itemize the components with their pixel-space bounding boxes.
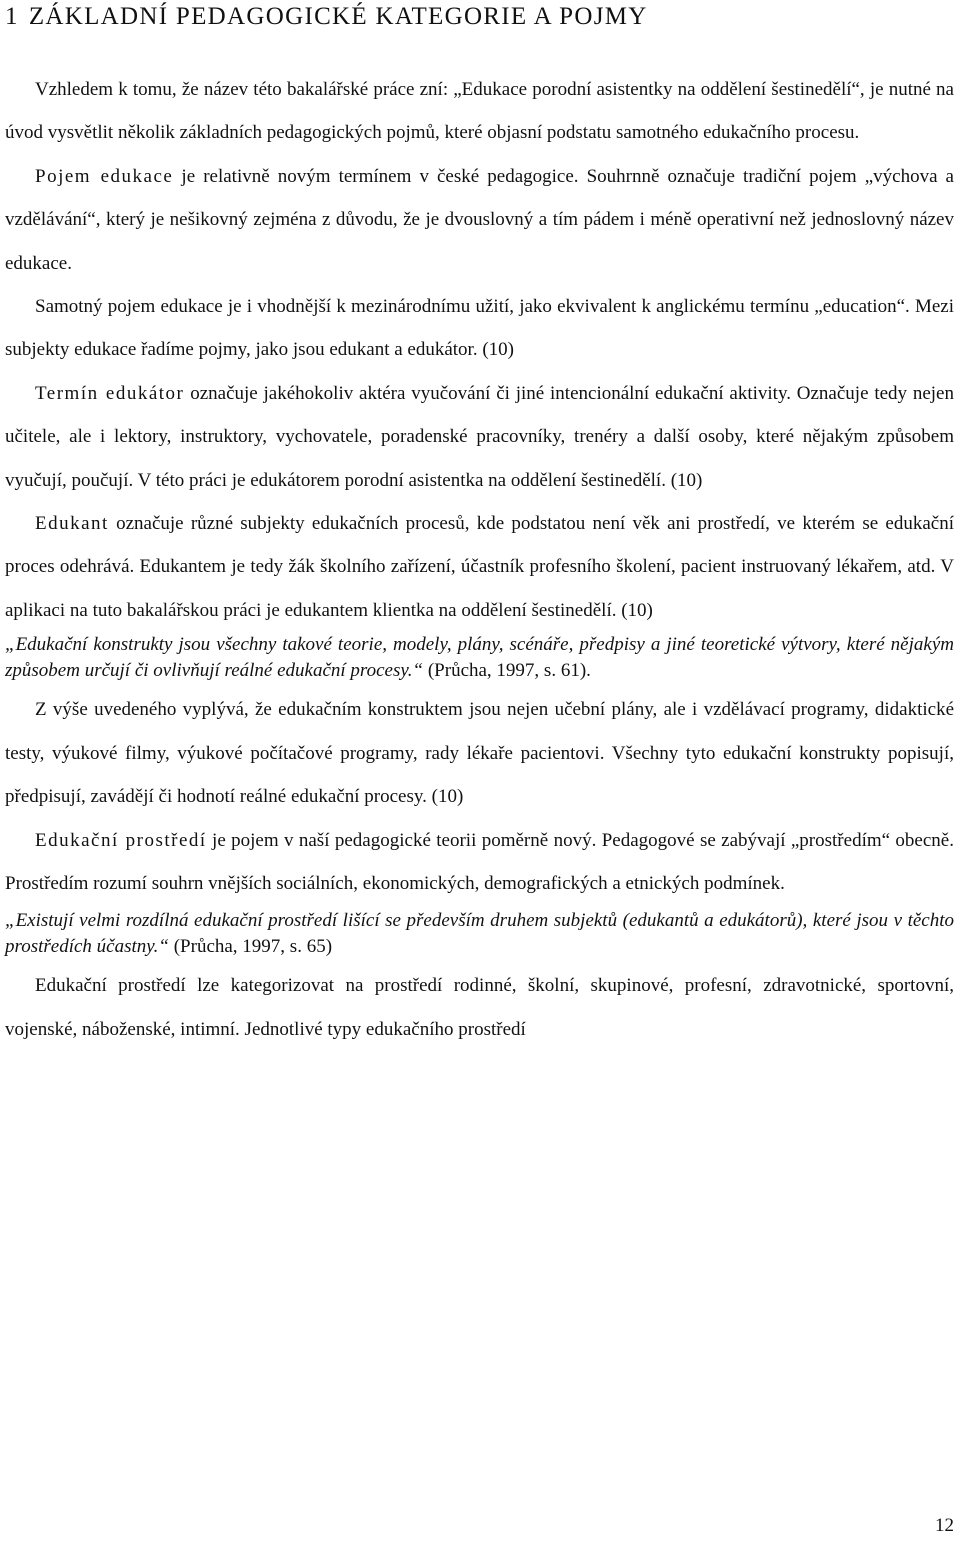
paragraph-text: Z výše uvedeného vyplývá, že edukačním konstruktem jsou nejen učební plány, ale i vzdělávací programy, didaktické testy, výukové filmy, výukové počítačové programy, rady lékaře pacientovi. Všechny tyto edukační konstrukty popisují, předpisují, zavádějí či hodnotí reálné edukační procesy. (10) [5,699,954,808]
paragraph-lead-term: Pojem edukace [35,165,174,187]
paragraph-kategorie [5,964,954,1051]
quote-text: „Edukační konstrukty jsou všechny takové teorie, modely, plány, scénáře, předpisy a jiné teoretické výtvory, které nějakým způsobem určují či ovlivňují reálné edukační procesy.“ [5,634,954,682]
paragraph-text: Vzhledem k tomu, že název této bakalářské práce zní: „Edukace porodní asistentky na oddělení šestinedělí“, je nutné na úvod vysvětlit několik základních pedagogických pojmů, které objasní podstatu samotného edukačního procesu. [5,79,954,144]
chapter-heading [5,0,954,68]
paragraph-text: je pojem v naší pedagogické teorii poměrně nový. Pedagogové se zabývají „prostředím“ obecně. Prostředím rozumí souhrn vnějších sociálních, ekonomických, demografických a etnických podmínek. [5,829,954,894]
quote-text: „Existují velmi rozdílná edukační prostředí lišící se především druhem subjektů (edukantů a edukátorů), které jsou v těchto prostředích účastny.“ [5,910,954,958]
paragraph-text: Samotný pojem edukace je i vhodnější k mezinárodnímu užití, jako ekvivalent k anglickému termínu „education“. Mezi subjekty edukace řadíme pojmy, jako jsou edukant a edukátor. (10) [5,296,954,361]
paragraph-text: označuje různé subjekty edukačních procesů, kde podstatou není věk ani prostředí, ve kterém se edukační proces odehrává. Edukantem je tedy žák školního zařízení, účastník profesního školení, pacient instruovaný lékařem, atd. V aplikaci na tuto bakalářskou práci je edukantem klientka na oddělení šestinedělí. (10) [5,513,954,621]
quote-konstrukty [5,632,954,684]
paragraph-education [5,285,954,372]
page-number: 12 [935,1515,954,1536]
paragraph-lead-term: Termín edukátor [35,382,185,404]
paragraph-text: je relativně novým termínem v české pedagogice. Souhrnně označuje tradiční pojem „výchova a vzdělávání“, který je nešikovný zejména z důvodu, že je dvouslovný a tím pádem i méně operativní než jednoslovný název edukace. [5,165,954,274]
quote-source: (Průcha, 1997, s. 65) [168,936,333,958]
paragraph-edukant [5,502,954,632]
quote-source: (Průcha, 1997, s. 61). [423,660,591,682]
paragraph-prostredi [5,819,954,906]
paragraph-text: označuje jakéhokoliv aktéra vyučování či jiné intencionální edukační aktivity. Označuje tedy nejen učitele, ale i lektory, instruktory, vychovatele, poradenské pracovníky, trenéry a další osoby, které nějakým způsobem vyučují, poučují. V této práci je edukátorem porodní asistentka na oddělení šestinedělí. (10) [5,382,954,491]
paragraph-edukace [5,155,954,285]
paragraph-lead-term: Edukační prostředí [35,829,207,851]
paragraph-konstrukty [5,688,954,818]
paragraph-text: Edukační prostředí lze kategorizovat na prostředí rodinné, školní, skupinové, profesní, zdravotnické, sportovní, vojenské, náboženské, intimní. Jednotlivé typy edukačního prostředí [5,975,954,1040]
chapter-number: 1 [5,3,19,30]
paragraph-lead-term: Edukant [35,513,109,535]
quote-prostredi [5,908,954,960]
chapter-title: ZÁKLADNÍ PEDAGOGICKÉ KATEGORIE A POJMY [28,3,648,30]
paragraph-edukator [5,372,954,502]
paragraph-intro [5,68,954,155]
